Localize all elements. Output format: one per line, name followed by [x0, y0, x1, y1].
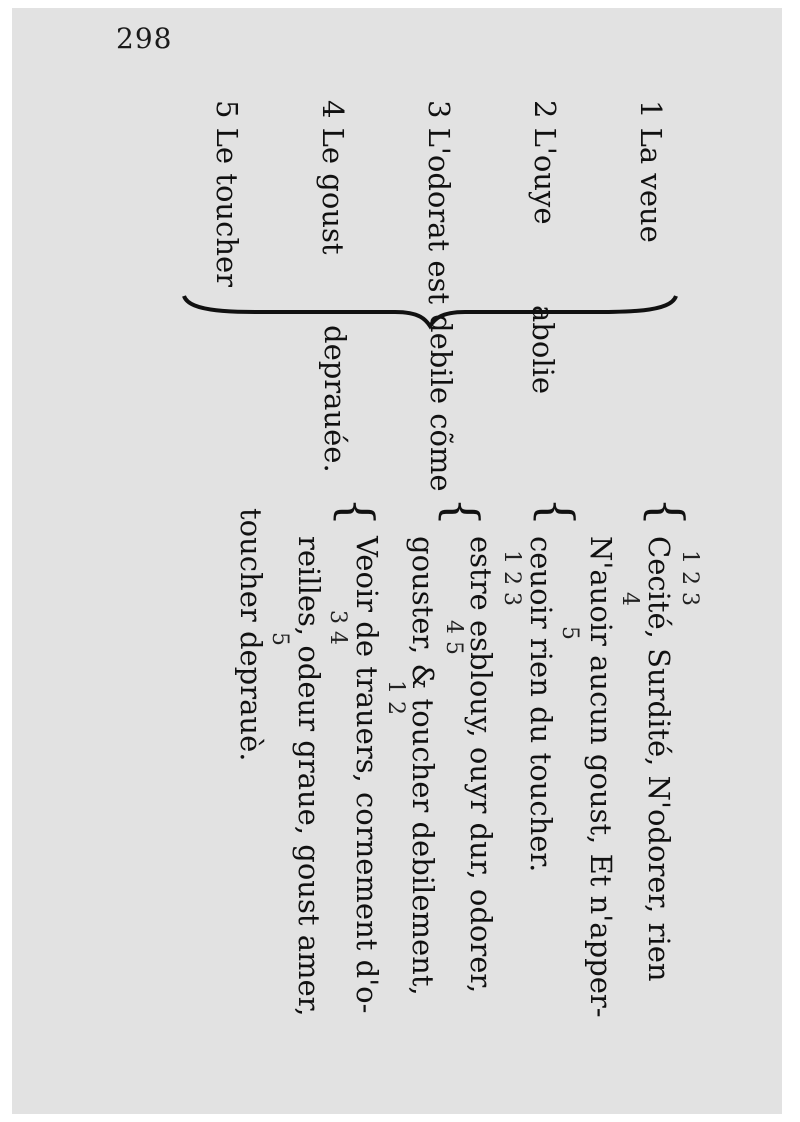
condition-label: abolie: [526, 305, 560, 395]
text-line: toucher deprauè.: [234, 508, 268, 762]
text-line: Veoir de trauers, cornement d'o-: [350, 536, 384, 1014]
text-line: ceuoir rien du toucher.: [524, 536, 558, 873]
text-line: N'auoir aucun goust, Et n'apper-: [584, 536, 618, 1018]
sense-label: 1 La veue: [634, 100, 668, 243]
page-edge: [782, 0, 800, 1122]
condition-label: deprauée.: [318, 325, 352, 473]
text-line: reilles, odeur graue, goust amer,: [292, 536, 326, 1017]
curly-brace: {: [640, 497, 694, 527]
sense-label: 4 Le goust: [316, 100, 350, 255]
sense-label: 2 L'ouye: [528, 100, 562, 225]
curly-brace: {: [330, 497, 384, 527]
sense-number-row: 5: [557, 626, 582, 640]
sense-number-row: 5: [267, 632, 292, 646]
sense-number-row: 1 2: [383, 680, 408, 715]
text-line: estre esblouy, ouyr dur, odorer,: [464, 536, 498, 994]
text-line: Cecité, Surdité, N'odorer, rien: [642, 536, 676, 982]
sense-number-row: 4: [617, 592, 642, 606]
sense-label: 3 L'odorat est: [422, 100, 456, 305]
sense-number-row: 1 2 3: [499, 550, 524, 606]
text-line: gouster, & toucher debilement,: [406, 536, 440, 996]
curly-brace: {: [435, 497, 489, 527]
rotated-text-block: [130, 60, 702, 1070]
condition-label: debile cõme: [424, 314, 458, 492]
sense-number-row: 1 2 3: [677, 550, 702, 606]
sense-number-row: 3 4: [325, 610, 350, 645]
sense-label: 5 Le toucher: [210, 100, 244, 288]
curly-brace: {: [530, 497, 584, 527]
sense-number-row: 4 5: [441, 620, 466, 655]
page-number: 298: [116, 22, 173, 55]
